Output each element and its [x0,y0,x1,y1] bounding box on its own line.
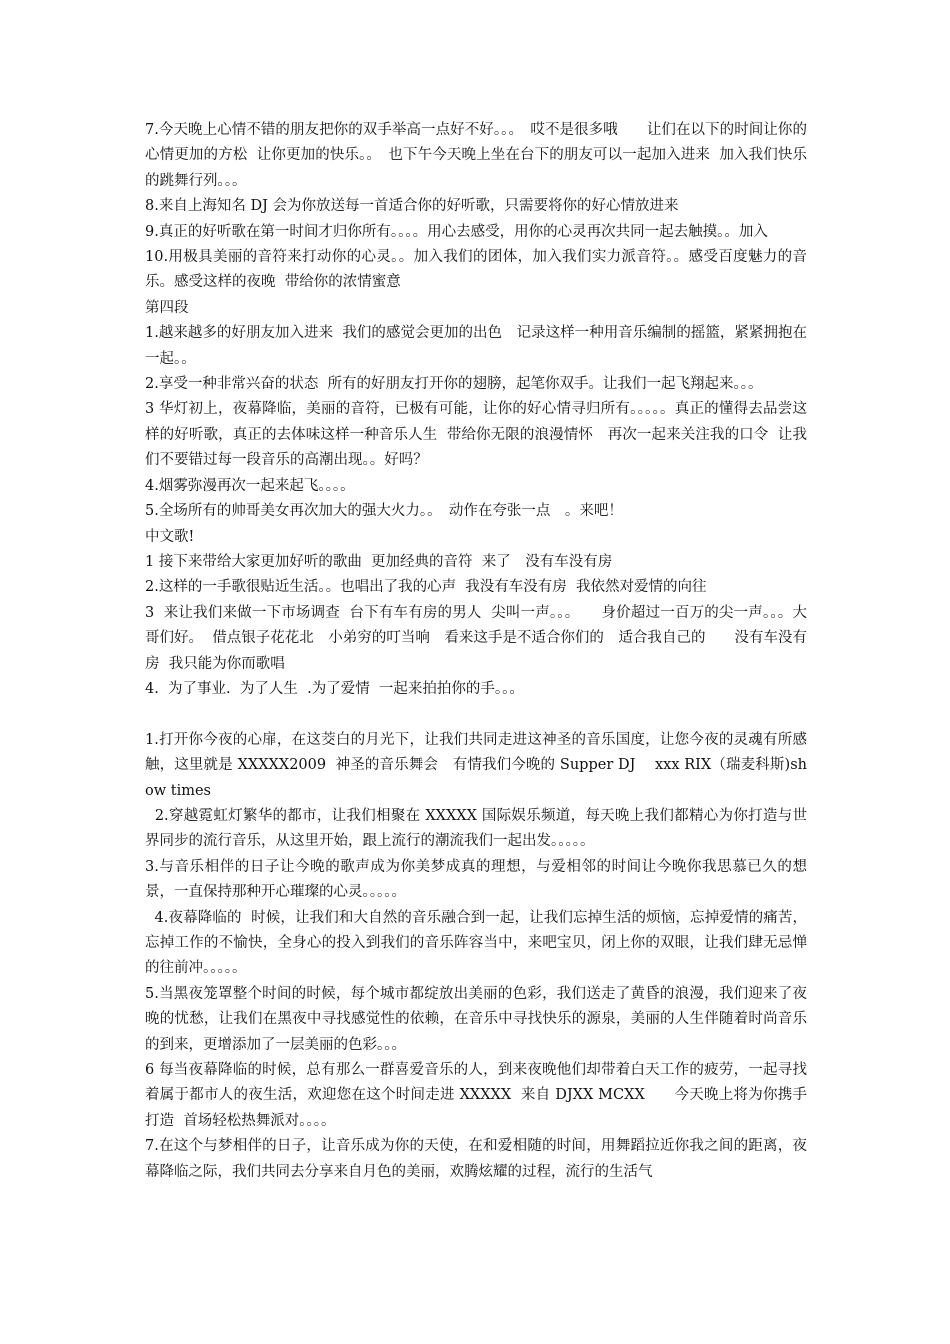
paragraph-2: 8.来自上海知名 DJ 会为你放送每一首适合你的好听歌，只需要将你的好心情放进来 [145,198,679,215]
paragraph-23: 7.在这个与梦相伴的日子，让音乐成为你的天使，在和爱相随的时间，用舞蹈拉近你我之间的距离，夜幕降临之际，我们共同去分享来自月色的美丽，欢腾炫耀的过程，流行的生活气 [145,1138,807,1180]
blank-line [145,702,807,727]
document-page [145,118,807,1185]
paragraph-20: 4.夜幕降临的 时候，让我们和大自然的音乐融合到一起，让我们忘掉生活的烦恼，忘掉爱情的痛苦，忘掉工作的不愉快，全身心的投入到我们的音乐阵容当中，来吧宝贝，闭上你的双眼，让我们肆无忌惮的往前冲。。。。。 [145,909,807,977]
paragraph-22: 6 每当夜幕降临的时候，总有那么一群喜爱音乐的人，到来夜晚他们却带着白天工作的疲劳，一起寻找着属于都市人的夜生活，欢迎您在这个时间走进 XXXXX 来自 DJXX MCXX 今天晚上将为你携手打造 首场轻松热舞派对。。。。 [145,1062,807,1129]
section-heading-chinese-songs: 中文歌! [145,528,195,545]
paragraph-14: 3 来让我们来做一下市场调查 台下有车有房的男人 尖叫一声。。。 身价超过一百万的尖一声。。。大哥们好。 借点银子花花北 小弟穷的叮当响 看来这手是不适合你们的 适合我自己的 没有车没有房 我只能为你而歌唱 [145,604,807,672]
paragraph-21: 5.当黑夜笼罩整个时间的时候，每个城市都绽放出美丽的色彩，我们送走了黄昏的浪漫，我们迎来了夜晚的忧愁，让我们在黑夜中寻找感觉性的依赖，在音乐中寻找快乐的源泉，美丽的人生伴随着时尚音乐的到来，更增添加了一层美丽的色彩。。。 [145,985,807,1053]
paragraph-10: 5.全场所有的帅哥美女再次加大的强大火力。。 动作在夸张一点 。来吧！ [145,503,623,520]
paragraph-7: 2.享受一种非常兴奋的状态 所有的好朋友打开你的翅膀，起笔你双手。让我们一起飞翔起来。。。 [145,376,763,393]
paragraph-15: 4. 为了事业. 为了人生 .为了爱情 一起来拍拍你的手。。。 [145,680,524,697]
paragraph-6: 1.越来越多的好朋友加入进来 我们的感觉会更加的出色 记录这样一种用音乐编制的摇篮，紧紧拥抱在一起。。 [145,325,807,367]
paragraph-12: 1 接下来带给大家更加好听的歌曲 更加经典的音符 来了 没有车没有房 [145,553,613,570]
paragraph-19: 3.与音乐相伴的日子让今晚的歌声成为你美梦成真的理想，与爱相邻的时间让今晚你我思慕已久的想景，一直保持那种开心璀璨的心灵。。。。。 [145,858,807,901]
paragraph-3: 9.真正的好听歌在第一时间才归你所有。。。。用心去感受，用你的心灵再次共同一起去触摸。。加入 [145,223,768,240]
paragraph-1: 7.今天晚上心情不错的朋友把你的双手举高一点好不好。。。 哎不是很多哦 让们在以下的时间让你的心情更加的方松 让你更加的快乐。。 也下午今天晚上坐在台下的朋友可以一起加入进来 加入我们快乐的跳舞行列。。。 [145,122,807,189]
paragraph-4: 10.用极具美丽的音符来打动你的心灵。。加入我们的团体，加入我们实力派音符。。感受百度魅力的音乐。感受这样的夜晚 带给你的浓情蜜意 [145,249,807,291]
paragraph-13: 2.这样的一手歌很贴近生活。。也唱出了我的心声 我没有车没有房 我依然对爱情的向往 [145,579,707,596]
paragraph-8: 3 华灯初上，夜幕降临，美丽的音符，已极有可能，让你的好心情寻归所有。。。。。真正的懂得去品尝这样的好听歌，真正的去体味这样一种音乐人生 带给你无限的浪漫情怀 再次一起来关注我的口令 让我们不要错过每一段音乐的高潮出现。。好吗？ [145,401,807,469]
paragraph-18: 2.穿越霓虹灯繁华的都市，让我们相聚在 XXXXX 国际娱乐频道，每天晚上我们都精心为你打造与世界同步的流行音乐，从这里开始，跟上流行的潮流我们一起出发。。。。。 [145,807,807,850]
paragraph-9: 4.烟雾弥漫再次一起来起飞。。。。 [145,477,355,494]
section-heading: 第四段 [145,299,189,316]
paragraph-17: 1.打开你今夜的心扉，在这茭白的月光下，让我们共同走进这神圣的音乐国度，让您今夜的灵魂有所感触，这里就是 XXXXX2009 神圣的音乐舞会 有情我们今晚的 Supper DJ xxx RIX（瑞麦科斯)show times [145,731,807,799]
